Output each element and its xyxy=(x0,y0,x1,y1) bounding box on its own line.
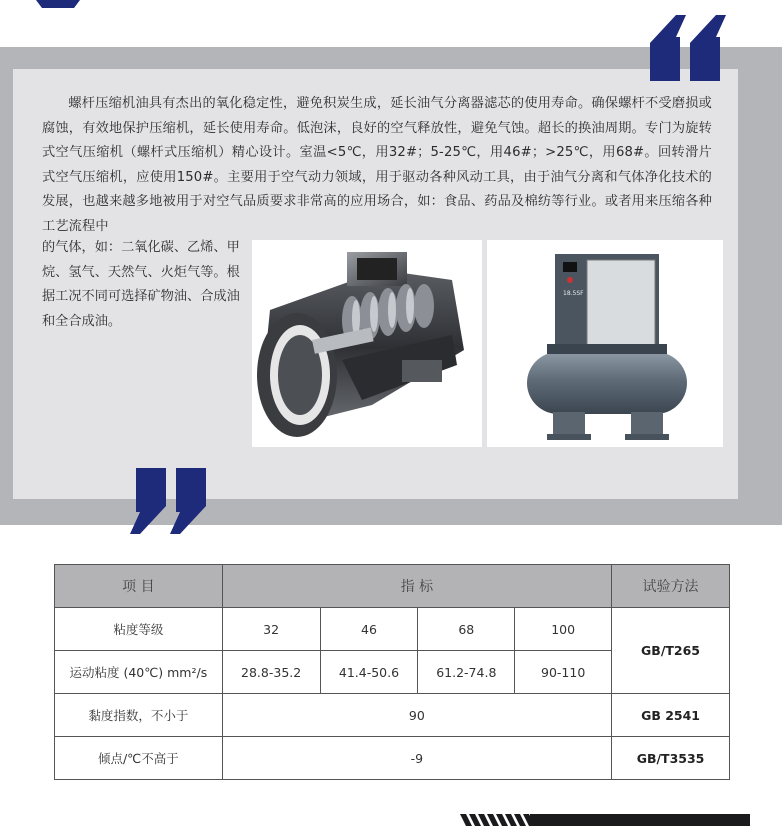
kv-value: 41.4-50.6 xyxy=(320,651,418,694)
kv-value: 28.8-35.2 xyxy=(222,651,320,694)
compressor-model-label: 18.5SF xyxy=(563,290,584,297)
tank-air-compressor-image xyxy=(487,240,723,447)
close-quote-icon xyxy=(130,468,206,534)
intro-paragraph-continued: 的气体，如：二氧化碳、乙烯、甲烷、氢气、天然气、火炬气等。根据工况不同可选择矿物油、合成油和全合成油。 xyxy=(42,240,240,329)
grade-value: 100 xyxy=(515,608,612,651)
table-row-pour-point xyxy=(55,737,730,780)
top-wedge-decoration xyxy=(36,0,80,8)
kv-value: 90-110 xyxy=(515,651,612,694)
grade-value: 32 xyxy=(222,608,320,651)
striped-bar-decoration xyxy=(460,812,750,826)
table-row-viscosity-index xyxy=(55,694,730,737)
intro-text: 螺杆压缩机油具有杰出的氧化稳定性，避免积炭生成，延长油气分离器滤芯的使用寿命。确保螺杆不受磨损或腐蚀，有效地保护压缩机，延长使用寿命。低泡沫，良好的空气释放性，避免气蚀。超长的换油周期。专门为旋转式空气压缩机（螺杆式压缩机）精心设计。室温<5℃，用32#；5-25℃，用46#；>25℃，用68#。回转滑片式空气压缩机，应使用150#。主要用于空气动力领域，用于驱动各种风动工具，由于油气分离和气体净化技术的发展，也越来越多地被用于对空气品质要求非常高的应用场合，如：食品、药品及棉纺等行业。或者用来压缩各种工艺流程中 xyxy=(42,96,712,234)
header-item: 项 目 xyxy=(55,565,223,608)
screw-compressor-cutaway-image xyxy=(252,240,482,447)
header-spec: 指 标 xyxy=(222,565,611,608)
grade-value: 46 xyxy=(320,608,418,651)
intro-paragraph xyxy=(42,92,712,240)
grade-label: 粘度等级 xyxy=(55,608,223,651)
table-row-grade xyxy=(55,608,730,651)
header-method: 试验方法 xyxy=(612,565,730,608)
grade-value: 68 xyxy=(418,608,515,651)
open-quote-icon xyxy=(650,15,726,81)
pp-label: 倾点/℃不高于 xyxy=(55,737,223,780)
method-gb-t265: GB/T265 xyxy=(612,608,730,694)
vi-label: 黏度指数，不小于 xyxy=(55,694,223,737)
vi-value: 90 xyxy=(222,694,611,737)
pp-method: GB/T3535 xyxy=(612,737,730,780)
kv-label: 运动粘度 (40℃) mm²/s xyxy=(55,651,223,694)
pp-value: -9 xyxy=(222,737,611,780)
vi-method: GB 2541 xyxy=(612,694,730,737)
kv-value: 61.2-74.8 xyxy=(418,651,515,694)
table-header-row xyxy=(55,565,730,608)
specification-table xyxy=(54,564,730,780)
